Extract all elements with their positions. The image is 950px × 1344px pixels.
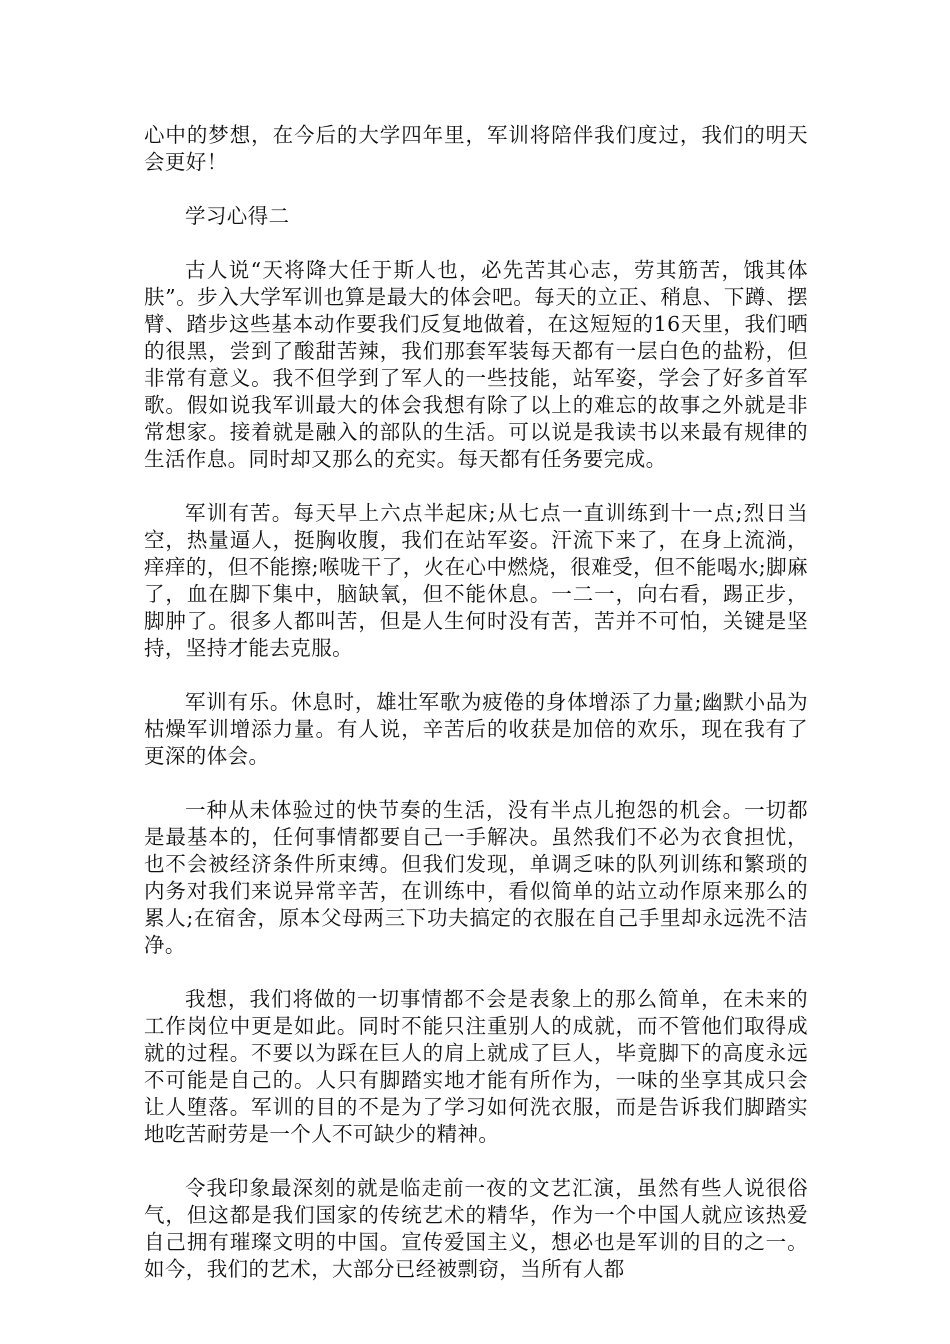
paragraph: 我想，我们将做的一切事情都不会是表象上的那么简单，在未来的工作岗位中更是如此。同时不能只注重别人的成就，而不管他们取得成就的过程。不要以为踩在巨人的肩上就成了巨人，毕竟脚下的高度永远不可能是自己的。人只有脚踏实地才能有所作为，一味的坐享其成只会让人堕落。军训的目的不是为了学习如何洗衣服，而是告诉我们脚踏实地吃苦耐劳是一个人不可缺少的精神。 <box>144 987 808 1146</box>
section-heading: 学习心得二 <box>185 204 290 228</box>
paragraph-continuation: 心中的梦想，在今后的大学四年里，军训将陪伴我们度过，我们的明天会更好！ <box>144 123 808 174</box>
paragraph: 古人说“天将降大任于斯人也，必先苦其心志，劳其筋苦，饿其体肤”。步入大学军训也算是最大的体会吧。每天的立正、稍息、下蹲、摆臂、踏步这些基本动作要我们反复地做着，在这短短的16天里，我们晒的很黑，尝到了酸甜苦辣，我们那套军装每天都有一层白色的盐粉，但非常有意义。我不但学到了军人的一些技能，站军姿，学会了好多首军歌。假如说我军训最大的体会我想有除了以上的难忘的故事之外就是非常想家。接着就是融入的部队的生活。可以说是我读书以来最有规律的生活作息。同时却又那么的充实。每天都有任务要完成。 <box>144 258 808 471</box>
paragraph: 军训有苦。每天早上六点半起床;从七点一直训练到十一点;烈日当空，热量逼人，挺胸收腹，我们在站军姿。汗流下来了，在身上流淌，痒痒的，但不能擦;喉咙干了，火在心中燃烧，很难受，但不能喝水;脚麻了，血在脚下集中，脑缺氧，但不能休息。一二一，向右看，踢正步，脚肿了。很多人都叫苦，但是人生何时没有苦，苦并不可怕，关键是坚持，坚持才能去克服。 <box>144 501 808 660</box>
paragraph: 令我印象最深刻的就是临走前一夜的文艺汇演，虽然有些人说很俗气，但这都是我们国家的传统艺术的精华，作为一个中国人就应该热爱自己拥有璀璨文明的中国。宣传爱国主义，想必也是军训的目的之一。如今，我们的艺术，大部分已经被剽窃，当所有人都 <box>144 1176 808 1281</box>
paragraph: 一种从未体验过的快节奏的生活，没有半点儿抱怨的机会。一切都是最基本的，任何事情都要自己一手解决。虽然我们不必为衣食担忧，也不会被经济条件所束缚。但我们发现，单调乏味的队列训练和繁琐的内务对我们来说异常辛苦，在训练中，看似简单的站立动作原来那么的累人;在宿舍，原本父母两三下功夫搞定的衣服在自己手里却永远洗不洁净。 <box>144 798 808 957</box>
paragraph: 军训有乐。休息时，雄壮军歌为疲倦的身体增添了力量;幽默小品为枯燥军训增添力量。有人说，辛苦后的收获是加倍的欢乐，现在我有了更深的体会。 <box>144 690 808 768</box>
document-body <box>144 122 808 1283</box>
